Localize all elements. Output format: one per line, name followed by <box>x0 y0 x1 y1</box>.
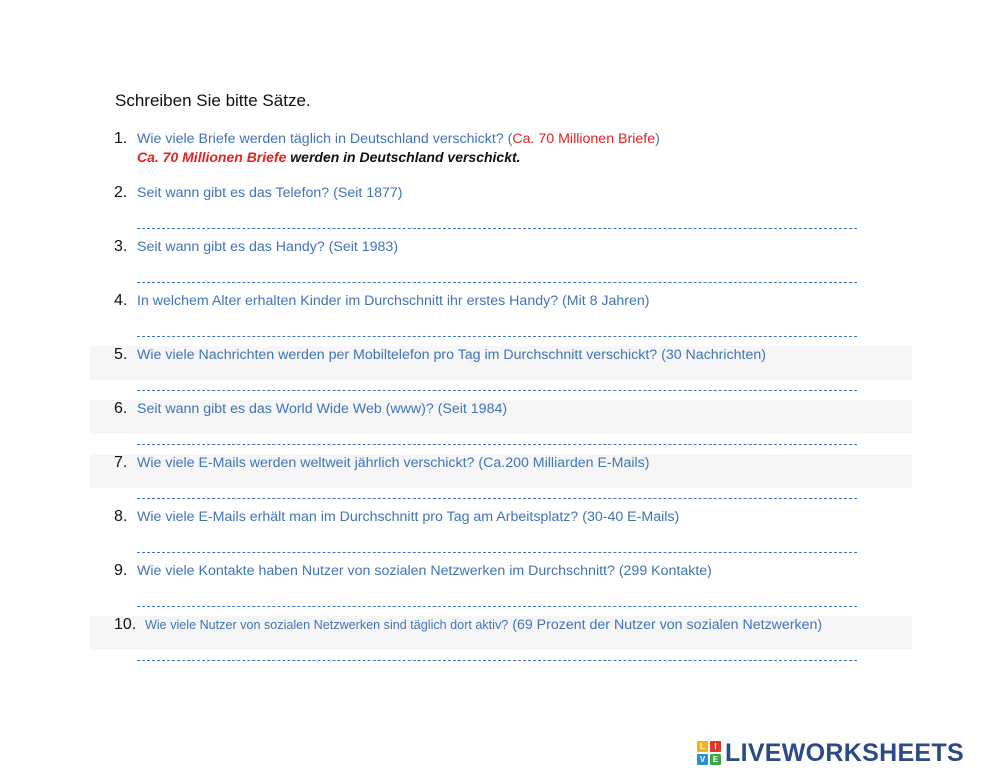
item-number: 4. <box>114 292 128 309</box>
answer-line[interactable] <box>137 552 857 553</box>
item-number: 1. <box>114 130 128 147</box>
answer-line[interactable] <box>137 444 857 445</box>
item-number: 3. <box>114 238 128 255</box>
question-text: Wie viele E-Mails erhält man im Durchschnitt pro Tag am Arbeitsplatz? (30-40 E-Mails) <box>137 509 680 525</box>
answer-line[interactable] <box>137 228 857 229</box>
answer-line[interactable] <box>137 498 857 499</box>
answer-line[interactable] <box>137 606 857 607</box>
question-text: Seit wann gibt es das Telefon? (Seit 1877) <box>137 185 403 201</box>
logo-block: I <box>710 741 721 752</box>
answer-highlight: Ca. 70 Millionen Briefe <box>137 149 287 165</box>
question-tail: ) <box>655 131 660 147</box>
answer-line[interactable] <box>137 282 857 283</box>
logo-blocks-icon <box>697 741 721 765</box>
liveworksheets-logo <box>697 739 964 767</box>
question-main: Wie viele Nutzer von sozialen Netzwerken sind täglich dort aktiv? <box>145 618 509 632</box>
question-text: Wie viele Kontakte haben Nutzer von sozialen Netzwerken im Durchschnitt? (299 Kontakte) <box>137 563 712 579</box>
logo-block: V <box>697 754 708 765</box>
question-text: Wie viele E-Mails werden weltweit jährlich verschickt? (Ca.200 Milliarden E-Mails) <box>137 455 650 471</box>
item-number: 7. <box>114 454 128 471</box>
question-main: Wie viele Briefe werden täglich in Deutschland verschickt? ( <box>137 131 513 147</box>
question-text <box>137 131 660 147</box>
question-text: In welchem Alter erhalten Kinder im Durchschnitt ihr erstes Handy? (Mit 8 Jahren) <box>137 293 650 309</box>
question-text: Wie viele Nachrichten werden per Mobiltelefon pro Tag im Durchschnitt verschickt? (30 Nachrichten) <box>137 347 766 363</box>
worksheet-heading: Schreiben Sie bitte Sätze. <box>115 91 311 110</box>
logo-block: E <box>710 754 721 765</box>
example-answer <box>137 149 521 165</box>
question-text: Seit wann gibt es das Handy? (Seit 1983) <box>137 239 399 255</box>
item-number: 10. <box>114 616 137 633</box>
question-hint: (69 Prozent der Nutzer von sozialen Netzwerken) <box>508 617 823 633</box>
question-text <box>145 617 822 633</box>
logo-block: L <box>697 741 708 752</box>
item-number: 5. <box>114 346 128 363</box>
question-text: Seit wann gibt es das World Wide Web (www)? (Seit 1984) <box>137 401 508 417</box>
item-number: 8. <box>114 508 128 525</box>
answer-rest: werden in Deutschland verschickt. <box>286 149 521 165</box>
answer-line[interactable] <box>137 336 857 337</box>
question-hint: Ca. 70 Millionen Briefe <box>512 131 656 147</box>
item-number: 9. <box>114 562 128 579</box>
answer-line[interactable] <box>137 390 857 391</box>
item-number: 2. <box>114 184 128 201</box>
answer-line[interactable] <box>137 660 857 661</box>
item-number: 6. <box>114 400 128 417</box>
logo-text: LIVEWORKSHEETS <box>725 738 964 767</box>
